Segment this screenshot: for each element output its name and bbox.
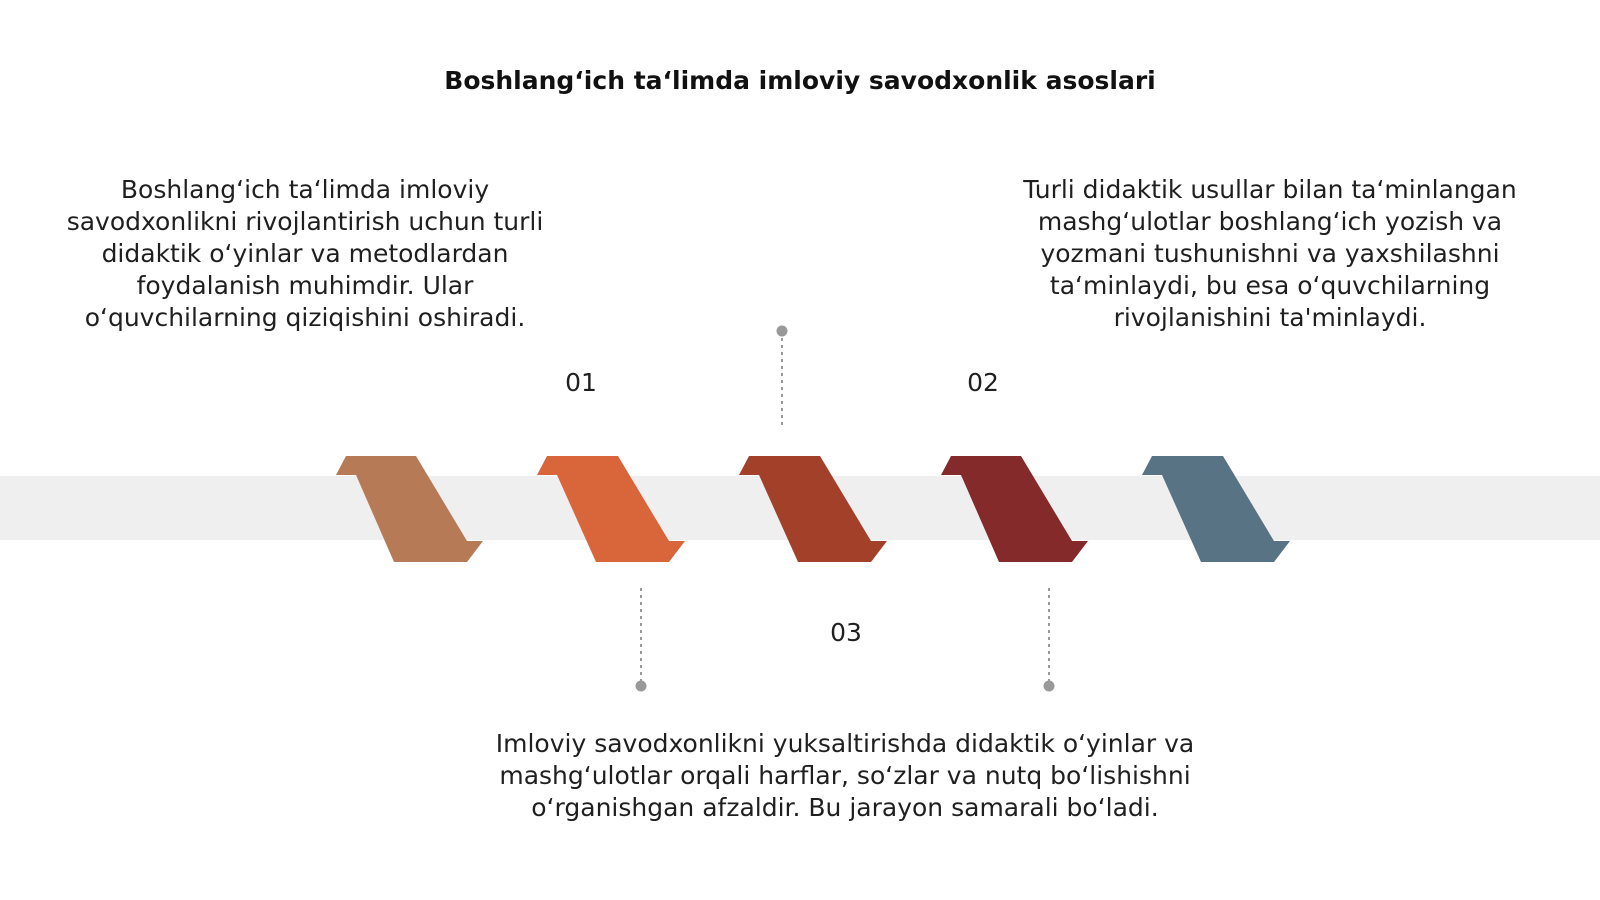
step-shape-1 [336, 456, 483, 562]
text-block-right: Turli didaktik usullar bilan ta‘minlangan mashg‘ulotlar boshlang‘ich yozish va yozmani tushunishni va yaxshilashni ta‘minlaydi, bu esa o‘quvchilarning rivojlanishini ta'minlaydi. [1023, 175, 1517, 332]
page-title: Boshlang‘ich ta‘limda imloviy savodxonlik asoslari [444, 66, 1156, 95]
connector-top [777, 326, 788, 429]
step-shape-5 [1142, 456, 1290, 562]
step-shape-4 [941, 456, 1088, 562]
step-number-03: 03 [830, 618, 862, 647]
connector-bottom-left [636, 588, 647, 692]
connector-bottom-right [1044, 588, 1055, 692]
step-shape-3 [739, 456, 887, 562]
step-shape-2 [537, 456, 685, 562]
step-number-01: 01 [565, 368, 597, 397]
step-number-02: 02 [967, 368, 999, 397]
text-block-left: Boshlang‘ich ta‘limda imloviy savodxonlikni rivojlantirish uchun turli didaktik o‘yinlar va metodlardan foydalanish muhimdir. Ular o‘quvchilarning qiziqishini oshiradi. [66, 175, 544, 332]
text-block-bottom: Imloviy savodxonlikni yuksaltirishda didaktik o‘yinlar va mashg‘ulotlar orqali harflar, so‘zlar va nutq bo‘lishishni o‘rganishgan afzaldir. Bu jarayon samarali bo‘ladi. [495, 729, 1195, 822]
